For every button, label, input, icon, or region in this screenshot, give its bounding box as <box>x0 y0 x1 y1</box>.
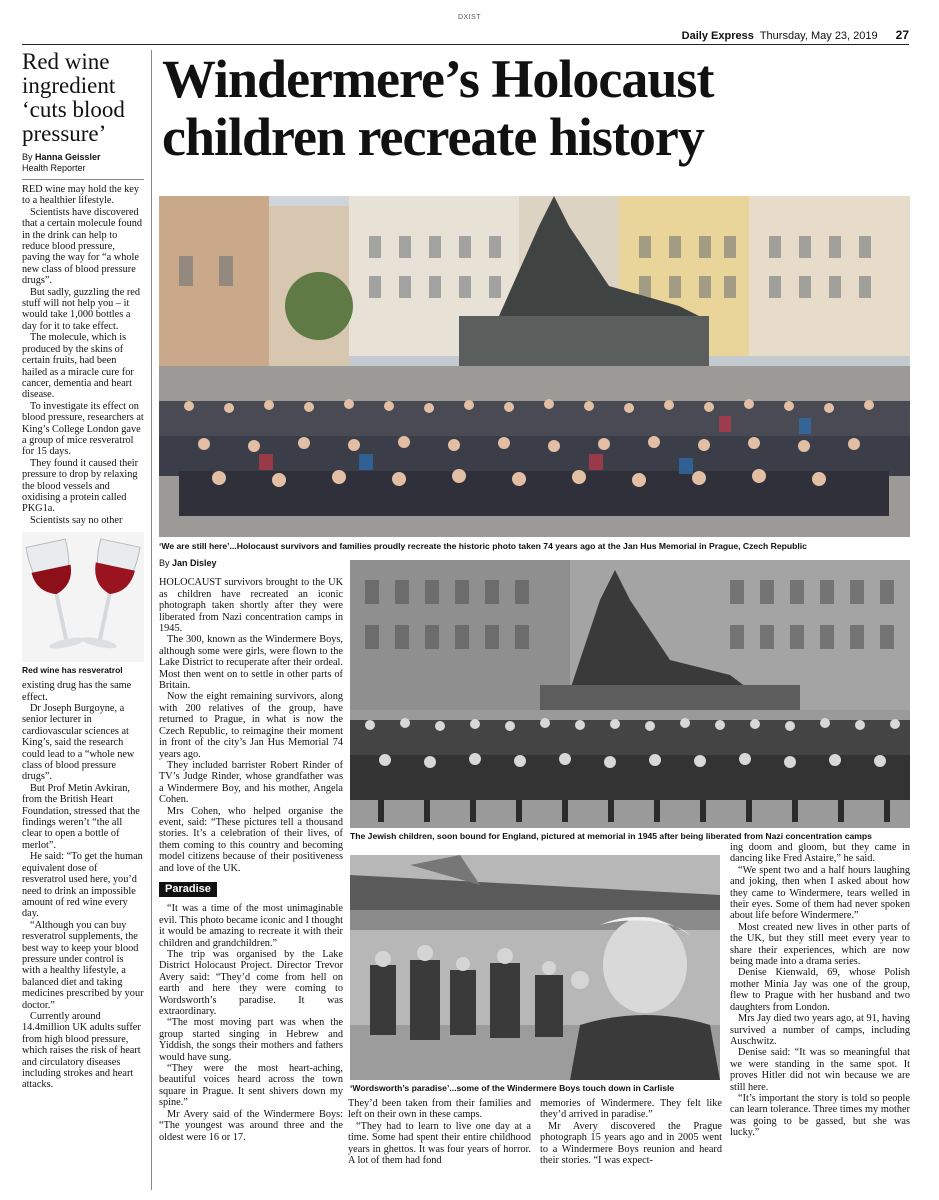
sidebar-rule <box>22 179 144 180</box>
wine-glasses-photo <box>22 532 144 662</box>
sidebar-headline: Red wine ingredient ‘cuts blood pressure’ <box>22 49 125 146</box>
prague-2019-group-photo <box>159 196 910 537</box>
photo2-caption: The Jewish children, soon bound for England, pictured at memorial in 1945 after being liberated from Nazi concentration camps <box>350 831 872 841</box>
wine-photo-caption: Red wine has resveratrol <box>22 665 123 676</box>
sidebar-byline <box>22 152 144 174</box>
page-slug: DXIST <box>457 14 482 21</box>
paragraph: HOLOCAUST survivors brought to the UK as children have recreated an iconic photograph taken shortly after they were liberated from Nazi concentration camps in 1945. <box>159 577 343 635</box>
paragraph: “It’s important the story is told so people can learn tolerance. Three times my mother was going to be gassed, but she was lucky.” <box>730 1092 910 1139</box>
paragraph: To investigate its effect on blood pressure, researchers at King’s College London gave a group of mice resveratrol for 15 days. <box>22 400 144 458</box>
photo1-caption: ‘We are still here’...Holocaust survivors and families proudly recreate the historic photo taken 74 years ago at the Jan Hus Memorial in Prague, Czech Republic <box>159 541 807 551</box>
paragraph: RED wine may hold the key to a healthier lifestyle. <box>22 184 139 207</box>
paragraph: “It was a time of the most unimaginable evil. This photo became iconic and I thought it would be amazing to recreate it with their children and grandchildren.” <box>159 903 343 949</box>
prague-1945-scene <box>350 560 910 828</box>
paragraph: memories of Windermere. They felt like they’d arrived in paradise.” <box>540 1098 722 1121</box>
sidebar-body-bottom <box>22 680 144 1091</box>
sidebar-byline-prefix: By <box>22 152 33 162</box>
wine-glasses-illustration <box>22 532 144 662</box>
photo3-caption: ‘Wordsworth’s paradise’...some of the Windermere Boys touch down in Carlisle <box>350 1083 675 1093</box>
paragraph: Currently around 14.4million UK adults suffer from high blood pressure, which raises the risk of heart and circulatory diseases including strokes and heart attacks. <box>22 1010 141 1091</box>
column-rule <box>151 50 152 1190</box>
subhead-paradise: Paradise <box>159 882 217 897</box>
paragraph: “They had to learn to live one day at a time. Some had spent their entire childhood years in ghettos. It was four years of horror. A lot of them had fond <box>348 1120 531 1167</box>
paragraph: Most created new lives in other parts of the UK, but they still meet every year to share their experiences, which are now being made into a drama series. <box>730 921 910 968</box>
paper-name: Daily Express <box>681 30 754 42</box>
page-header <box>0 0 939 44</box>
main-column-4 <box>730 842 910 1139</box>
main-column-2 <box>348 1098 531 1166</box>
paragraph: Mr Avery discovered the Prague photograph 15 years ago and in 2005 went to a Windermere Boys reunion and heard their stories. “I was expect- <box>540 1120 722 1167</box>
paragraph: But Prof Metin Avkiran, from the British Heart Foundation, stressed that the findings weren’t “the all clear to open a bottle of merlot”. <box>22 782 140 851</box>
main-column-3 <box>540 1098 722 1166</box>
sidebar-story <box>22 50 144 1190</box>
main-byline <box>159 558 343 569</box>
paragraph: They’d been taken from their families and left on their own in these camps. <box>348 1098 531 1121</box>
page-folio <box>682 28 909 42</box>
paragraph: Mrs Cohen, who helped organise the event, said: “These pictures tell a thousand stories. It’s a celebration of their lives, of them coming to this country and becoming model citizens because of their positiveness and love of the UK. <box>159 805 343 874</box>
prague-2019-scene <box>159 196 910 537</box>
main-byline-name: Jan Disley <box>172 558 217 568</box>
paragraph: But sadly, guzzling the red stuff will not help you – it would take 1,000 bottles a day for it to take effect. <box>22 286 140 332</box>
page-number: 27 <box>895 28 909 42</box>
paragraph: The 300, known as the Windermere Boys, although some were girls, were flown to the Lake District to recuperate after their ordeal. Most then went on to settle in other parts of Britain. <box>159 634 343 692</box>
prague-1945-group-photo <box>350 560 910 828</box>
sidebar-byline-name: Hanna Geissler <box>35 152 101 162</box>
carlisle-arrival-scene <box>350 855 720 1080</box>
paragraph: Mr Avery said of the Windermere Boys: “The youngest was around three and the oldest were 16 or 17. <box>159 1108 343 1143</box>
header-rule <box>22 44 909 45</box>
paragraph: “Although you can buy resveratrol supplements, the best way to keep your blood pressure under control is with a healthy lifestyle, a balanced diet and taking medicines prescribed by your doctor.” <box>22 919 144 1011</box>
paragraph: Scientists have discovered that a certain molecule found in the drink can help to reduce blood pressure, paving the way for “a whole new class of blood pressure drugs”. <box>22 206 143 287</box>
carlisle-arrival-photo <box>350 855 720 1080</box>
main-headline: Windermere’s Holocaust children recreate history <box>162 49 714 167</box>
paragraph: He said: “To get the human equivalent dose of resveratrol used here, you’d need to drink an impossible amount of red wine every day. <box>22 851 143 920</box>
paragraph: Mrs Jay died two years ago, at 91, having survived a number of camps, including Auschwitz. <box>730 1013 910 1047</box>
paragraph: Scientists say no other <box>30 514 123 526</box>
main-byline-prefix: By <box>159 558 170 568</box>
paragraph: They included barrister Robert Rinder of TV’s Judge Rinder, whose grandfather was a Windermere Boy, and his mother, Angela Cohen. <box>159 759 343 806</box>
paragraph: “They were the most heart-aching, beautiful voices heard across the town square in Prague. It sent shivers down my spine.” <box>159 1063 343 1109</box>
paragraph: The molecule, which is produced by the skins of certain fruits, had been hailed as a miracle cure for cancer, dementia and heart disease. <box>22 332 134 401</box>
main-column-1 <box>159 558 343 1143</box>
paragraph: The trip was organised by the Lake District Holocaust Project. Director Trevor Avery said: “They’d come from hell on earth and here they were coming to Wordsworth’s paradise. It was extraordinary. <box>159 949 343 1018</box>
sidebar-byline-role: Health Reporter <box>22 163 86 173</box>
paragraph: Denise said: “It was so meaningful that we were standing in the same spot. It proves Hitler did not win because we are still here. <box>730 1047 910 1093</box>
paragraph: Now the eight remaining survivors, along with 200 relatives of the group, have returned to Prague, in what is now the Czech Republic, to reimagine their moment in front of the city’s Jan Hus Memorial 74 years ago. <box>159 691 343 760</box>
paragraph: existing drug has the same effect. <box>22 680 132 703</box>
issue-date: Thursday, May 23, 2019 <box>759 30 878 42</box>
paragraph: “We spent two and a half hours laughing and joking, then when I asked about how they came to Windermere, tears welled in their eyes. Some of them had never spoken about life before Windermere.” <box>730 864 910 922</box>
paragraph: “The most moving part was when the group started singing in Hebrew and Yiddish, the songs their mothers and fathers would have sung. <box>159 1017 343 1063</box>
paragraph: ing doom and gloom, but they came in dancing like Fred Astaire,” he said. <box>730 842 910 865</box>
paragraph: Dr Joseph Burgoyne, a senior lecturer in cardiovascular sciences at King’s, said the research could lead to a “whole new class of blood pressure drugs”. <box>22 703 135 783</box>
sidebar-body-top <box>22 184 144 526</box>
paragraph: They found it caused their pressure to drop by relaxing the blood vessels and oxidising a protein called PKG1a. <box>22 457 139 515</box>
paragraph: Denise Kienwald, 69, whose Polish mother Minia Jay was one of the group, flew to Prague with her husband and two daughters from London. <box>730 967 910 1013</box>
